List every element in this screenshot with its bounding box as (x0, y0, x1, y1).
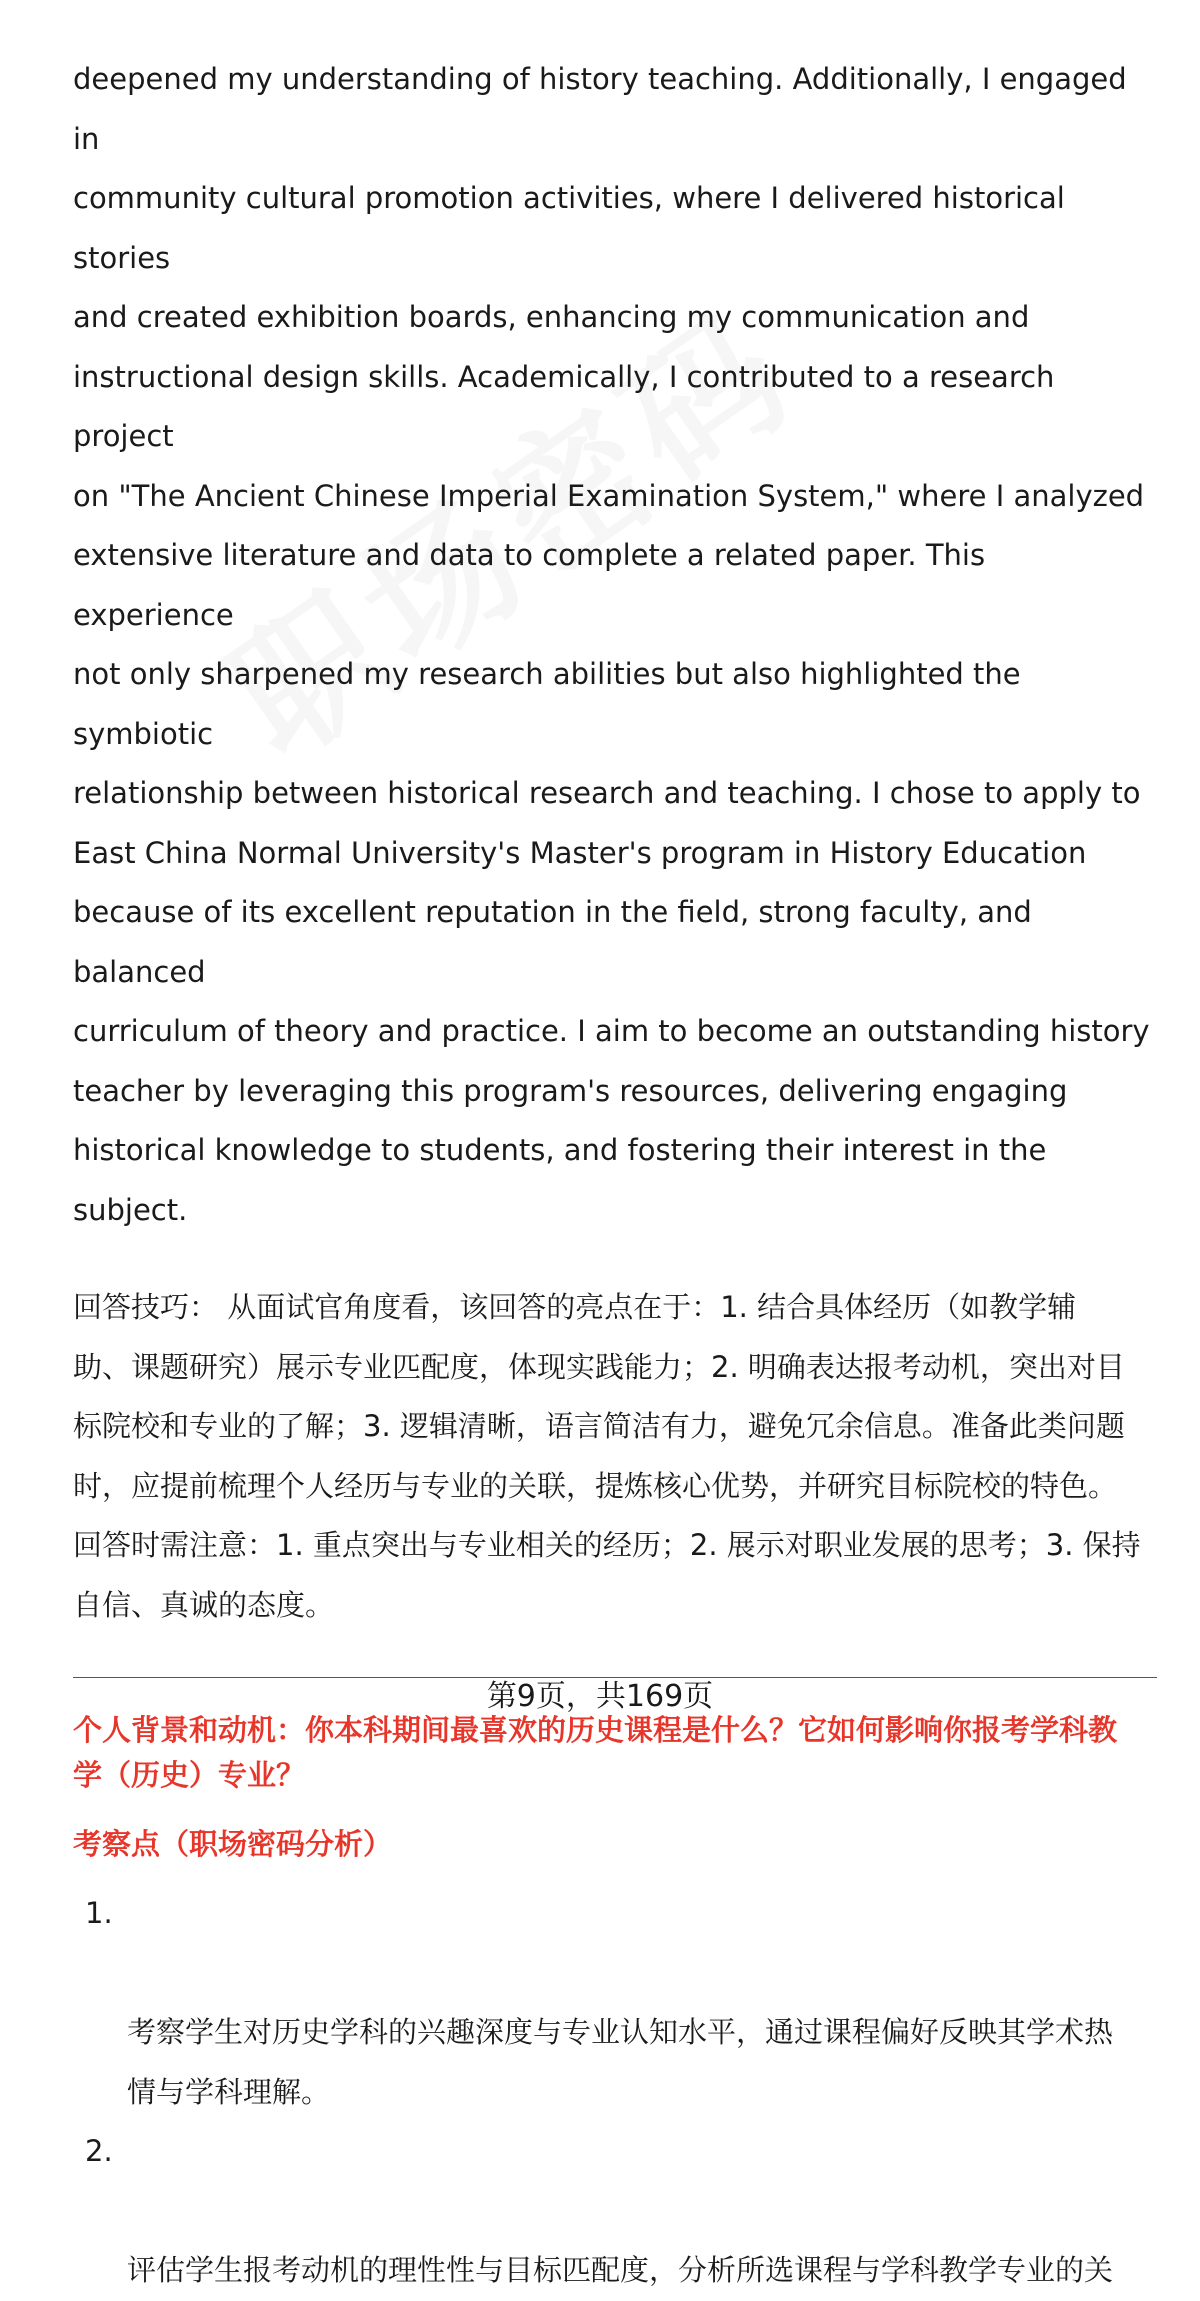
assessment-points-list (73, 1884, 1153, 2301)
assessment-points-heading: 考察点（职场密码分析） (73, 1827, 393, 1861)
list-item-text: 考察学生对历史学科的兴趣深度与专业认知水平，通过课程偏好反映其学术热 情与学科理解。 (127, 2015, 1114, 2109)
list-item (73, 2122, 1153, 2301)
page-content (73, 50, 1153, 2301)
answer-tips-paragraph: 回答技巧： 从面试官角度看，该回答的亮点在于：1. 结合具体经历（如教学辅 助、课题研究）展示专业匹配度，体现实践能力；2. 明确表达报考动机，突出对目 标院校和专业的了解；3. 逻辑清晰，语言简洁有力，避免冗余信息。准备此类问题 时，应提前梳理个人经历与专业的关联，提炼核心优势，并研究目标院校的特色。 回答时需注意：1. 重点突出与专业相关的经历；2. 展示对职业发展的思考；3. 保持 自信、真诚的态度。 (73, 1290, 1141, 1622)
list-item (73, 1884, 1153, 2122)
page-number-footer: 第9页，共169页 (486, 1679, 714, 1714)
list-item-number: 1. (85, 1896, 113, 1930)
list-item-text: 评估学生报考动机的理性性与目标匹配度，分析所选课程与学科教学专业的关 (127, 2253, 1114, 2287)
list-item-number: 2. (85, 2134, 113, 2168)
english-answer-paragraph: deepened my understanding of history teaching. Additionally, I engaged in community cultural promotion activities, where I delivered historical stories and created exhibition boards, enhancing my communication and instructional design skills. Academically, I contributed to a research project on "The Ancient Chinese Imperial Examination System," where I analyzed extensive literature and data to complete a related paper. This experience not only sharpened my research abilities but also highlighted the symbiotic relationship between historical research and teaching. I chose to apply to East China Normal University's Master's program in History Education because of its excellent reputation in the field, strong faculty, and balanced curriculum of theory and practice. I aim to become an outstanding history teacher by leveraging this program's resources, delivering engaging historical knowledge to students, and fostering their interest in the subject. (73, 62, 1150, 1227)
question-heading: 个人背景和动机：你本科期间最喜欢的历史课程是什么？它如何影响你报考学科教 学（历史）专业？ (73, 1713, 1118, 1792)
